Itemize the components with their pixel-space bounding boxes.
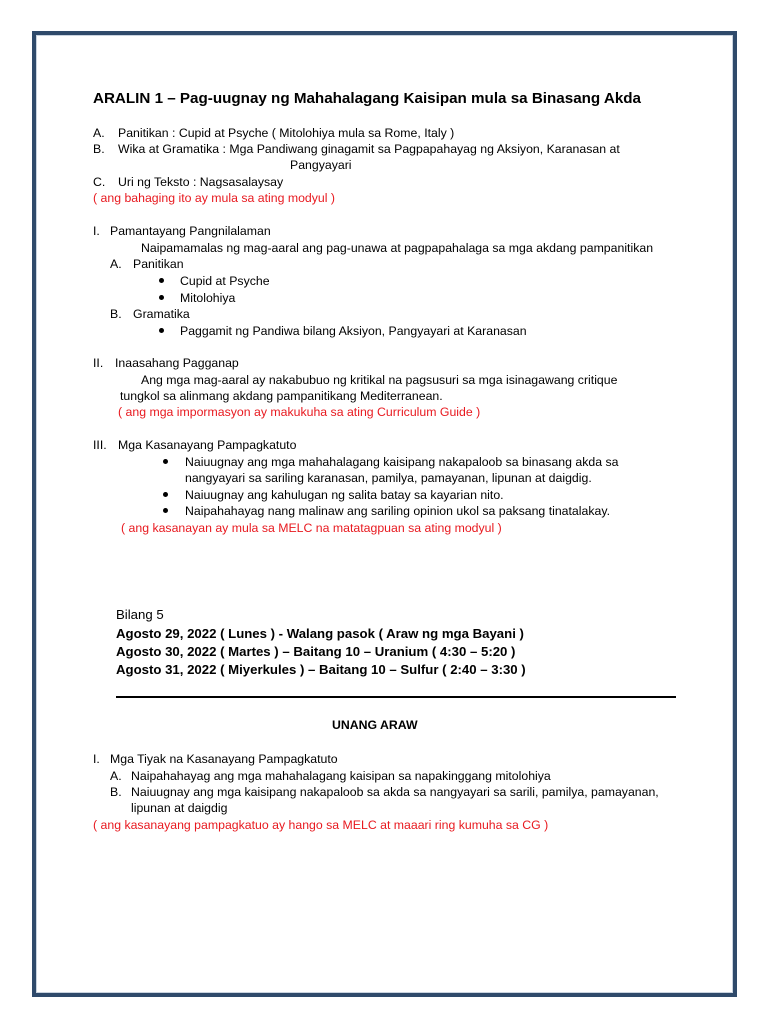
section3-bullet-1-line-1: Naiuugnay ang mga mahahalagang kaisipang nakapaloob sa binasang akda sa — [185, 455, 619, 469]
schedule-row-3: Agosto 31, 2022 ( Miyerkules ) – Baitang 10 – Sulfur ( 2:40 – 3:30 ) — [116, 662, 526, 677]
bullet-icon — [163, 459, 168, 464]
section3-bullet-1-line-2: nangyayari sa sariling karanasan, pamilya, pamayanan, lipunan at daigdig. — [185, 471, 592, 485]
section1-heading: Pamantayang Pangnilalaman — [110, 224, 271, 238]
day-b-label: B. — [110, 785, 122, 799]
section1-b-label: B. — [110, 307, 122, 321]
section1-label: I. — [93, 224, 100, 238]
schedule-number: Bilang 5 — [116, 607, 164, 622]
section2-label: II. — [93, 356, 104, 370]
section3-bullet-3: Naipahahayag nang malinaw ang sariling opinion ukol sa paksang tinatalakay. — [185, 504, 610, 518]
section1-desc: Naipamamalas ng mag-aaral ang pag-unawa at pagpapahalaga sa mga akdang pampanitikan — [141, 241, 654, 255]
section1-b-bullet-1: Paggamit ng Pandiwa bilang Aksiyon, Pangyayari at Karanasan — [180, 324, 527, 338]
section2-line-1: Ang mga mag-aaral ay nakabubuo ng kritikal na pagsusuri sa mga isinagawang critique — [141, 373, 618, 387]
day-heading: UNANG ARAW — [332, 718, 418, 732]
divider-line — [116, 696, 676, 698]
day-subheading: Mga Tiyak na Kasanayang Pampagkatuto — [110, 752, 338, 766]
day-a-text: Naipahahayag ang mga mahahalagang kaisipan sa napakinggang mitolohiya — [131, 769, 551, 783]
section2-line-2: tungkol sa alinmang akdang pampanitikang Mediterranean. — [120, 389, 443, 403]
schedule-row-2: Agosto 30, 2022 ( Martes ) – Baitang 10 – Uranium ( 4:30 – 5:20 ) — [116, 644, 516, 659]
schedule-row-1: Agosto 29, 2022 ( Lunes ) - Walang pasok ( Araw ng mga Bayani ) — [116, 626, 524, 641]
header-c-text: Uri ng Teksto : Nagsasalaysay — [118, 175, 284, 189]
section1-a-bullet-1: Cupid at Psyche — [180, 274, 270, 288]
section3-label: III. — [93, 438, 107, 452]
section3-note: ( ang kasanayan ay mula sa MELC na matatagpuan sa ating modyul ) — [121, 521, 502, 535]
bullet-icon — [159, 328, 164, 333]
section2-note: ( ang mga impormasyon ay makukuha sa ating Curriculum Guide ) — [118, 405, 481, 419]
section3-bullet-2: Naiuugnay ang kahulugan ng salita batay sa kayarian nito. — [185, 488, 504, 502]
section1-a-bullet-2: Mitolohiya — [180, 291, 236, 305]
lesson-title: ARALIN 1 – Pag-uugnay ng Mahahalagang Kaisipan mula sa Binasang Akda — [93, 90, 641, 107]
bullet-icon — [159, 278, 164, 283]
section1-a-label: A. — [110, 257, 122, 271]
header-a-label: A. — [93, 126, 105, 140]
header-b-label: B. — [93, 142, 105, 156]
day-a-label: A. — [110, 769, 122, 783]
header-b-text: Wika at Gramatika : Mga Pandiwang ginagamit sa Pagpapahayag ng Aksiyon, Karanasan at — [118, 142, 620, 156]
section1-a-text: Panitikan — [133, 257, 184, 271]
day-b-line-2: lipunan at daigdig — [131, 801, 228, 815]
header-note: ( ang bahaging ito ay mula sa ating modyul ) — [93, 191, 335, 205]
bullet-icon — [163, 508, 168, 513]
header-b-text-cont: Pangyayari — [290, 158, 352, 172]
day-b-line-1: Naiuugnay ang mga kaisipang nakapaloob sa akda sa nangyayari sa sarili, pamilya, pamayanan, — [131, 785, 659, 799]
section3-heading: Mga Kasanayang Pampagkatuto — [118, 438, 297, 452]
header-a-text: Panitikan : Cupid at Psyche ( Mitolohiya mula sa Rome, Italy ) — [118, 126, 455, 140]
header-c-label: C. — [93, 175, 106, 189]
day-label: I. — [93, 752, 100, 766]
section2-heading: Inaasahang Pagganap — [115, 356, 239, 370]
bullet-icon — [163, 492, 168, 497]
section1-b-text: Gramatika — [133, 307, 190, 321]
day-note: ( ang kasanayang pampagkatuo ay hango sa MELC at maaari ring kumuha sa CG ) — [93, 818, 549, 832]
bullet-icon — [159, 295, 164, 300]
